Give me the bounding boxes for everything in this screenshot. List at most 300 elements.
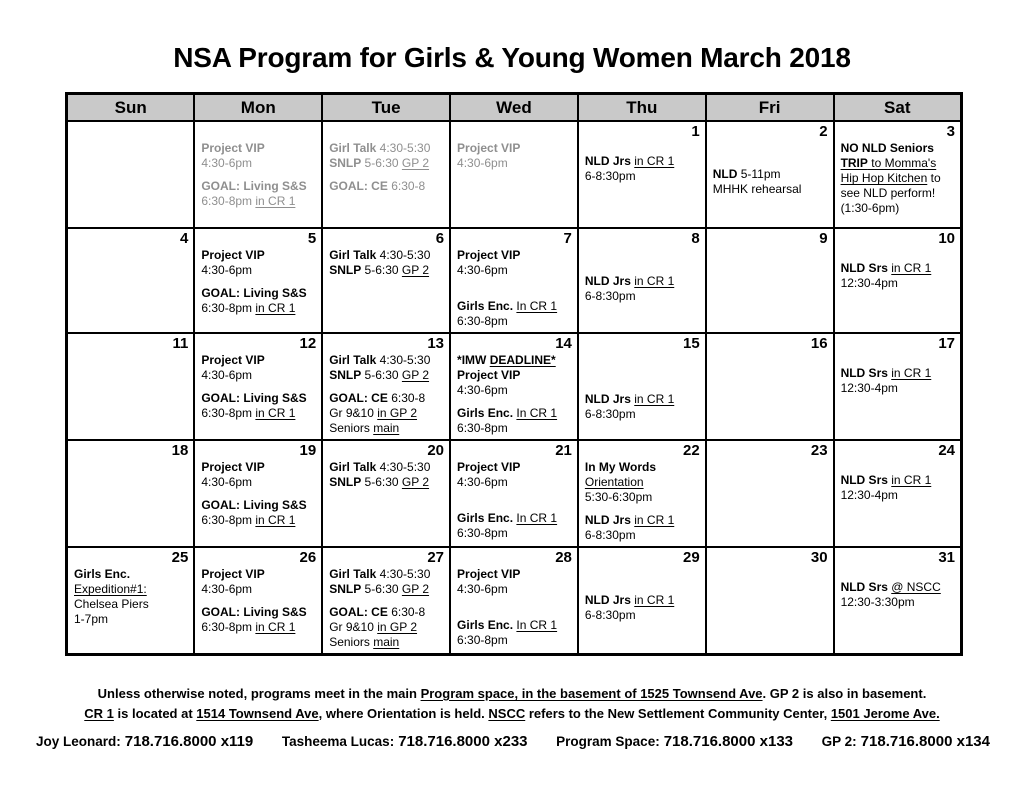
contact-bar (36, 733, 990, 750)
calendar-event (457, 353, 572, 398)
event-line (585, 593, 700, 608)
footer-notes (0, 684, 1024, 724)
event-text-segment: 12:30-4pm (840, 488, 898, 502)
day-header-sat: Sat (834, 94, 962, 122)
event-line (329, 156, 444, 171)
event-text-segment: 6:30-8pm (457, 526, 508, 540)
day-number: 17 (938, 335, 955, 352)
event-line (457, 248, 572, 263)
day-header-tue: Tue (322, 94, 450, 122)
event-line (841, 366, 955, 381)
calendar-event (585, 154, 700, 184)
event-line (457, 353, 572, 368)
event-line (201, 179, 316, 194)
event-text-segment: Seniors (329, 421, 374, 435)
day-number: 25 (171, 549, 189, 566)
event-text-segment: Project VIP (457, 141, 521, 155)
event-text-segment: 5-6:30 (361, 475, 402, 489)
day-number (74, 123, 188, 141)
event-line (201, 263, 316, 278)
event-text-segment: 6:30-8pm (201, 406, 256, 420)
event-text-segment: 6:30-8 (387, 605, 426, 619)
event-text-segment: in GP 2 (377, 620, 418, 634)
event-text-segment: 4:30-6pm (201, 156, 253, 170)
event-line (201, 194, 316, 209)
day-number: 29 (683, 549, 700, 566)
calendar-event (841, 473, 955, 503)
event-line (585, 475, 700, 490)
event-text-segment: GP 2 (401, 156, 430, 170)
event-line (841, 595, 955, 610)
event-text-segment: 5:30-6:30pm (584, 490, 653, 504)
footer-note-line (0, 704, 1024, 724)
calendar-event (329, 179, 444, 194)
event-line (201, 567, 316, 582)
event-text-segment: 4:30-5:30 (376, 460, 431, 474)
calendar-event (457, 141, 572, 171)
event-text-segment: 12:30-3:30pm (840, 595, 915, 609)
event-text-segment: Girls Enc. (457, 406, 514, 420)
event-line (329, 421, 444, 436)
footer-note-line (0, 684, 1024, 704)
event-line (457, 156, 572, 171)
event-text-segment: Project VIP (457, 368, 521, 382)
event-text-segment: in CR 1 (255, 301, 296, 315)
event-line (585, 407, 700, 422)
event-text-segment: 4:30-6pm (201, 368, 253, 382)
event-line (329, 605, 444, 620)
event-text-segment: 6:30-8pm (201, 513, 256, 527)
calendar-day-cell (67, 440, 195, 547)
calendar-week-row (67, 228, 962, 333)
event-text-segment: Project VIP (457, 460, 521, 474)
day-header-wed: Wed (450, 94, 578, 122)
event-text-segment: 4:30-6pm (457, 383, 508, 397)
event-line (457, 263, 572, 278)
event-text-segment: 4:30-5:30 (376, 248, 431, 262)
calendar-event (329, 248, 444, 278)
day-number: 9 (819, 230, 828, 247)
event-text-segment: 4:30-5:30 (376, 141, 431, 155)
day-number (329, 123, 444, 141)
event-line (457, 314, 572, 329)
event-line (329, 368, 444, 383)
event-text-segment: in CR 1 (255, 513, 296, 527)
event-line (457, 299, 572, 314)
day-number: 26 (299, 549, 317, 566)
calendar-day-cell (578, 440, 706, 547)
event-line (201, 620, 316, 635)
event-text-segment: , where Orientation is held. (318, 706, 489, 721)
event-line (74, 567, 188, 582)
event-text-segment: in CR 1 (634, 154, 675, 168)
event-line (841, 156, 955, 171)
event-text-segment: 5-6:30 (361, 582, 402, 596)
calendar-body (67, 121, 962, 655)
event-line (457, 368, 572, 383)
event-text-segment: in CR 1 (891, 473, 932, 487)
calendar-week-row (67, 440, 962, 547)
event-line (457, 141, 572, 156)
event-text-segment: SNLP (329, 368, 362, 382)
day-number: 16 (810, 335, 828, 352)
event-text-segment: NLD Jrs (584, 274, 631, 288)
event-text-segment: 6-8:30pm (584, 289, 636, 303)
event-line (201, 301, 316, 316)
event-text-segment: Chelsea Piers (74, 597, 149, 611)
event-line (841, 276, 955, 291)
event-line (457, 460, 572, 475)
event-text-segment: Girls Enc. (457, 299, 514, 313)
calendar-event (841, 261, 955, 291)
event-line (457, 526, 572, 541)
day-header-row (67, 94, 962, 122)
day-number: 24 (938, 442, 955, 459)
event-line (329, 460, 444, 475)
event-line (201, 353, 316, 368)
calendar-day-cell (67, 547, 195, 655)
day-number: 21 (555, 442, 572, 459)
event-text-segment: 5-6:30 (361, 156, 402, 170)
calendar-day-cell (322, 440, 450, 547)
event-text-segment: Expedition#1: (74, 582, 147, 596)
event-text-segment: In CR 1 (516, 299, 558, 313)
event-text-segment: TRIP (840, 156, 868, 170)
event-text-segment: 4:30-5:30 (376, 353, 431, 367)
calendar-day-cell (194, 440, 322, 547)
event-text-segment: 5-6:30 (361, 368, 402, 382)
day-number: 12 (299, 335, 317, 352)
event-line (841, 381, 955, 396)
contact-phone: 718.716.8000 x233 (398, 733, 528, 750)
event-text-segment: 6:30-8pm (201, 301, 256, 315)
calendar-event (201, 286, 316, 316)
calendar-day-cell (322, 228, 450, 333)
calendar-day-cell (67, 333, 195, 440)
day-number: 27 (427, 549, 445, 566)
calendar-event (841, 580, 955, 610)
event-text-segment: CR 1 (84, 706, 114, 721)
day-number: 14 (555, 335, 572, 352)
calendar-event (585, 593, 700, 623)
event-text-segment: in CR 1 (634, 593, 675, 607)
event-text-segment: 6-8:30pm (584, 528, 636, 542)
event-text-segment: in CR 1 (634, 392, 675, 406)
calendar-event (201, 498, 316, 528)
calendar-day-cell (706, 440, 834, 547)
event-text-segment: Girls Enc. (457, 511, 514, 525)
calendar-event (457, 299, 572, 329)
event-text-segment: 1-7pm (74, 612, 109, 626)
event-line (201, 141, 316, 156)
day-number (457, 123, 572, 141)
event-text-segment: NLD Jrs (584, 593, 631, 607)
event-line (329, 635, 444, 650)
event-text-segment: 6:30-8pm (457, 421, 508, 435)
calendar-day-cell (706, 333, 834, 440)
calendar-event (841, 141, 955, 216)
event-text-segment: Project VIP (201, 141, 265, 155)
event-text-segment: 4:30-6pm (457, 582, 508, 596)
day-header-mon: Mon (194, 94, 322, 122)
event-line (201, 406, 316, 421)
event-text-segment: Seniors (329, 635, 374, 649)
day-number: 30 (810, 549, 828, 566)
calendar-event (329, 460, 444, 490)
event-text-segment: 1501 Jerome Ave. (830, 706, 940, 721)
day-number: 20 (427, 442, 445, 459)
calendar-day-cell (450, 333, 578, 440)
event-line (585, 460, 700, 475)
event-line (841, 580, 955, 595)
day-number: 2 (819, 123, 828, 140)
event-text-segment: In CR 1 (516, 511, 558, 525)
calendar-day-cell (450, 547, 578, 655)
day-number (201, 123, 316, 141)
event-line (201, 460, 316, 475)
event-text-segment: @ NSCC (891, 580, 941, 594)
event-text-segment: (1:30-6pm) (840, 201, 900, 215)
event-line (329, 391, 444, 406)
event-text-segment: GOAL: CE (329, 179, 388, 193)
event-line (201, 368, 316, 383)
calendar-day-cell (450, 228, 578, 333)
event-line (201, 513, 316, 528)
event-text-segment: SNLP (329, 156, 362, 170)
event-text-segment: refers to the New Settlement Community Center, (525, 706, 831, 721)
calendar-event (329, 391, 444, 436)
event-line (841, 171, 955, 186)
event-text-segment: SNLP (329, 263, 362, 277)
calendar-event (329, 353, 444, 383)
event-text-segment: GOAL: CE (329, 391, 388, 405)
event-line (201, 286, 316, 301)
event-text-segment: Girls Enc. (74, 567, 131, 581)
event-line (585, 169, 700, 184)
calendar-event (457, 567, 572, 597)
day-number: 23 (810, 442, 828, 459)
event-line (585, 289, 700, 304)
calendar-day-cell (450, 440, 578, 547)
calendar-day-cell (834, 121, 962, 228)
event-text-segment: GP 2 (401, 263, 430, 277)
event-text-segment: GOAL: Living S&S (201, 605, 307, 619)
calendar-event (585, 392, 700, 422)
event-line (713, 182, 828, 197)
event-text-segment: GOAL: Living S&S (201, 391, 307, 405)
event-text-segment: MHHK rehearsal (712, 182, 802, 196)
calendar-table (65, 92, 963, 656)
contact-label: Tasheema Lucas: (281, 734, 395, 749)
event-line (457, 475, 572, 490)
event-line (329, 620, 444, 635)
event-text-segment: SNLP (329, 475, 362, 489)
calendar-event (329, 605, 444, 650)
event-line (585, 528, 700, 543)
calendar-event (457, 511, 572, 541)
event-text-segment: GOAL: Living S&S (201, 498, 307, 512)
event-text-segment: Program space, in the basement of 1525 Townsend Ave (420, 686, 763, 701)
event-text-segment: main (373, 421, 400, 435)
event-text-segment: Girl Talk (329, 460, 377, 474)
calendar-event (201, 353, 316, 383)
calendar-day-cell (322, 121, 450, 228)
event-text-segment: see NLD perform! (840, 186, 936, 200)
event-text-segment: 6-8:30pm (584, 608, 636, 622)
event-text-segment: NLD Srs (840, 473, 888, 487)
event-text-segment: Unless otherwise noted, programs meet in the main (97, 686, 421, 701)
event-line (457, 511, 572, 526)
event-text-segment: NLD Jrs (584, 392, 631, 406)
day-number: 3 (946, 123, 955, 140)
event-text-segment: NLD Srs (840, 366, 888, 380)
event-line (585, 274, 700, 289)
event-line (585, 154, 700, 169)
calendar-event (329, 567, 444, 597)
calendar-day-cell (67, 121, 195, 228)
event-text-segment: 6-8:30pm (584, 407, 636, 421)
event-text-segment: Girl Talk (329, 248, 377, 262)
event-line (457, 567, 572, 582)
event-text-segment: 1514 Townsend Ave (196, 706, 319, 721)
event-text-segment: GP 2 (401, 475, 430, 489)
event-text-segment: 6:30-8pm (201, 620, 256, 634)
event-text-segment: GP 2 (401, 368, 430, 382)
event-text-segment: In CR 1 (516, 406, 558, 420)
calendar-day-cell (194, 121, 322, 228)
day-number: 10 (938, 230, 955, 247)
event-line (329, 141, 444, 156)
event-text-segment: 6:30-8pm (201, 194, 256, 208)
event-text-segment: 4:30-6pm (457, 475, 508, 489)
event-line (457, 406, 572, 421)
day-number: 13 (427, 335, 445, 352)
event-line (841, 488, 955, 503)
event-text-segment: Girl Talk (329, 353, 377, 367)
calendar-event (457, 460, 572, 490)
calendar-event (585, 274, 700, 304)
calendar-day-cell (706, 121, 834, 228)
event-text-segment: In CR 1 (516, 618, 558, 632)
event-line (585, 513, 700, 528)
event-text-segment: Project VIP (201, 460, 265, 474)
event-text-segment: 4:30-6pm (457, 263, 508, 277)
event-line (329, 263, 444, 278)
calendar-day-cell (834, 333, 962, 440)
event-text-segment: 5-6:30 (361, 263, 402, 277)
event-text-segment: 5-11pm (737, 167, 781, 181)
event-text-segment: Girl Talk (329, 141, 377, 155)
contact-item (282, 733, 528, 750)
event-text-segment: in CR 1 (255, 194, 296, 208)
event-line (329, 179, 444, 194)
event-line (201, 248, 316, 263)
event-text-segment: in CR 1 (891, 366, 932, 380)
event-text-segment: 6:30-8 (387, 179, 426, 193)
event-text-segment: *IMW (457, 353, 490, 367)
calendar-week-row (67, 121, 962, 228)
calendar-event (201, 605, 316, 635)
calendar-day-cell (194, 547, 322, 655)
contact-label: GP 2: (821, 734, 857, 749)
calendar-event (201, 460, 316, 490)
day-header-sun: Sun (67, 94, 195, 122)
calendar-week-row (67, 547, 962, 655)
calendar-day-cell (67, 228, 195, 333)
day-number: 7 (563, 230, 572, 247)
event-text-segment: GOAL: Living S&S (201, 286, 307, 300)
event-line (329, 475, 444, 490)
event-text-segment: Project VIP (201, 248, 265, 262)
event-text-segment: NLD Srs (840, 261, 888, 275)
event-text-segment: GOAL: Living S&S (201, 179, 307, 193)
calendar-event (201, 179, 316, 209)
event-text-segment: Hip Hop Kitchen (840, 171, 928, 185)
contact-item (822, 733, 990, 750)
event-text-segment: in CR 1 (891, 261, 932, 275)
day-number: 4 (180, 230, 189, 247)
event-text-segment: NLD Jrs (584, 154, 631, 168)
event-line (201, 391, 316, 406)
calendar-day-cell (194, 333, 322, 440)
day-number: 5 (307, 230, 317, 247)
event-text-segment: 6:30-8pm (457, 633, 508, 647)
day-header-thu: Thu (578, 94, 706, 122)
event-line (201, 156, 316, 171)
event-line (329, 567, 444, 582)
event-line (585, 392, 700, 407)
event-text-segment: In My Words (584, 460, 656, 474)
calendar-day-cell (322, 333, 450, 440)
day-number: 8 (691, 230, 700, 247)
event-line (457, 618, 572, 633)
event-line (841, 141, 955, 156)
event-text-segment: 4:30-5:30 (376, 567, 431, 581)
event-text-segment: Gr 9&10 (329, 620, 378, 634)
calendar-event (74, 567, 188, 627)
event-text-segment: 6:30-8pm (457, 314, 508, 328)
calendar-day-cell (450, 121, 578, 228)
day-number: 28 (555, 549, 572, 566)
calendar-day-cell (322, 547, 450, 655)
calendar-event (201, 391, 316, 421)
event-text-segment: Girls Enc. (457, 618, 514, 632)
event-line (74, 612, 188, 627)
contact-label: Joy Leonard: (36, 734, 121, 749)
event-text-segment: 4:30-6pm (457, 156, 508, 170)
event-text-segment: Project VIP (201, 353, 265, 367)
event-text-segment: NSCC (488, 706, 526, 721)
event-line (329, 353, 444, 368)
calendar-day-cell (706, 547, 834, 655)
calendar-event (457, 618, 572, 648)
day-number: 19 (299, 442, 317, 459)
calendar-day-cell (194, 228, 322, 333)
event-text-segment: 4:30-6pm (201, 582, 253, 596)
contact-phone: 718.716.8000 x133 (663, 733, 793, 750)
calendar-day-cell (706, 228, 834, 333)
calendar-day-cell (834, 547, 962, 655)
event-text-segment: to Momma's (867, 156, 937, 170)
day-number: 18 (171, 442, 189, 459)
calendar-event (457, 406, 572, 436)
calendar-event (713, 167, 828, 197)
event-text-segment: NLD Jrs (584, 513, 631, 527)
event-text-segment: NLD Srs (840, 580, 888, 594)
event-line (201, 605, 316, 620)
calendar-day-cell (578, 547, 706, 655)
calendar-week-row (67, 333, 962, 440)
